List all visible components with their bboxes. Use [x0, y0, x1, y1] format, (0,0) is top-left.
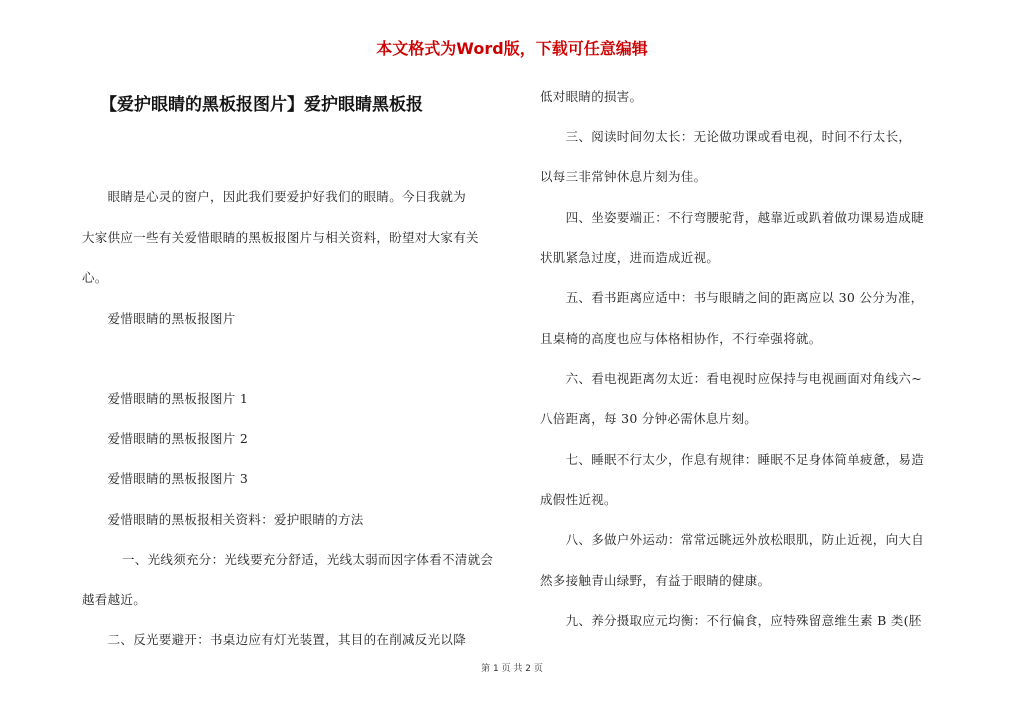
paragraph-line: 八倍距离，每 30 分钟必需休息片刻。	[540, 411, 758, 426]
document-title: 【爱护眼睛的黑板报图片】爱护眼睛黑板报	[100, 95, 423, 115]
paragraph-line: 爱惜眼睛的黑板报图片 1	[82, 391, 249, 406]
paragraph-line: 且桌椅的高度也应与体格相协作，不行牵强将就。	[540, 331, 822, 346]
paragraph-line: 心。	[82, 270, 108, 285]
paragraph-line: 然多接触青山绿野，有益于眼睛的健康。	[540, 573, 771, 588]
paragraph-line: 越看越近。	[82, 592, 147, 607]
page-number: 第 1 页 共 2 页	[481, 664, 543, 674]
document-banner: 本文格式为Word版，下载可任意编辑	[376, 39, 648, 58]
paragraph-line: 四、坐姿要端正：不行弯腰驼背，越靠近或趴着做功课易造成睫	[540, 210, 925, 225]
paragraph-line: 成假性近视。	[540, 492, 617, 507]
paragraph-line: 七、睡眠不行太少，作息有规律：睡眠不足身体简单疲惫，易造	[540, 452, 925, 467]
paragraph-line: 眼睛是心灵的窗户，因此我们要爱护好我们的眼睛。今日我就为	[82, 189, 467, 204]
paragraph-line: 爱惜眼睛的黑板报相关资料：爱护眼睛的方法	[82, 512, 364, 527]
paragraph-line: 低对眼睛的损害。	[540, 89, 643, 104]
paragraph-line: 六、看电视距离勿太近：看电视时应保持与电视画面对角线六~	[540, 371, 922, 386]
paragraph-line: 五、看书距离应适中：书与眼睛之间的距离应以 30 公分为准，	[540, 290, 924, 305]
paragraph-line: 八、多做户外运动：常常远眺远外放松眼肌，防止近视，向大自	[540, 532, 925, 547]
paragraph-line: 爱惜眼睛的黑板报图片 3	[82, 471, 249, 486]
paragraph-line: 三、阅读时间勿太长：无论做功课或看电视，时间不行太长，	[540, 129, 912, 144]
paragraph-line: 状肌紧急过度，进而造成近视。	[540, 250, 720, 265]
paragraph-line: 九、养分摄取应元均衡：不行偏食，应特殊留意维生素 B 类(胚	[540, 613, 922, 628]
paragraph-line: 一、光线须充分：光线要充分舒适，光线太弱而因字体看不清就会	[122, 552, 494, 567]
paragraph-line: 大家供应一些有关爱惜眼睛的黑板报图片与相关资料，盼望对大家有关	[82, 230, 479, 245]
paragraph-line: 爱惜眼睛的黑板报图片	[82, 311, 236, 326]
paragraph-line: 以每三非常钟休息片刻为佳。	[540, 169, 707, 184]
paragraph-line: 二、反光要避开：书桌边应有灯光装置，其目的在削减反光以降	[82, 632, 467, 647]
paragraph-line: 爱惜眼睛的黑板报图片 2	[82, 431, 249, 446]
